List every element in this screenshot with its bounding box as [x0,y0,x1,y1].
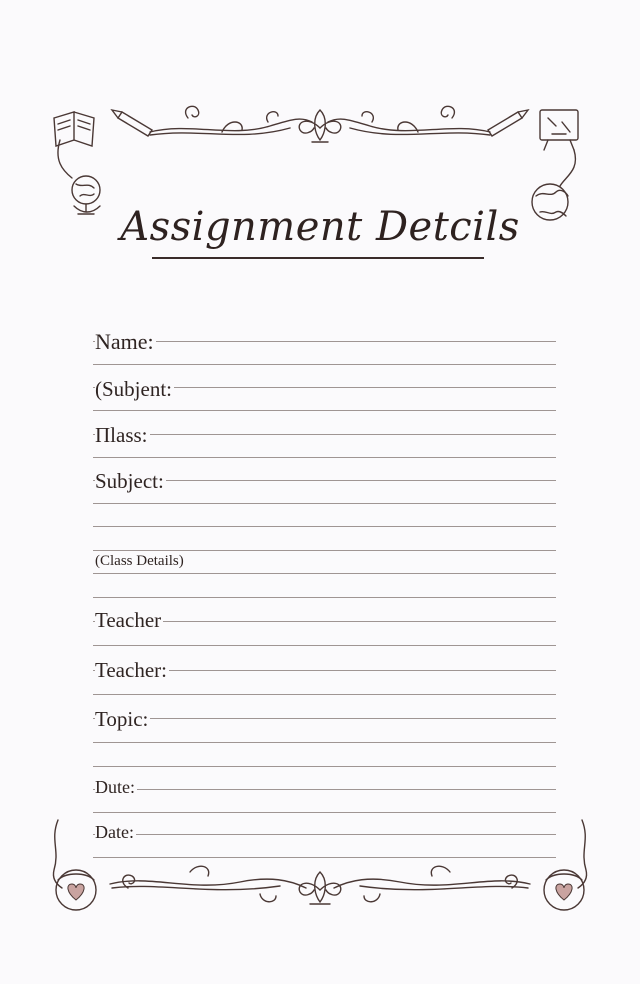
field-label-date: Date: [95,822,134,842]
ruled-line [93,341,556,342]
heart-badge-icon [56,870,96,910]
field-label-subject: Subject: [95,469,164,493]
ruled-line [93,457,556,458]
page-title: Assignment Detcils [120,204,520,250]
field-label-teacher-2: Teacher: [95,658,167,682]
field-label-name: Name: [95,329,154,354]
ruled-line [93,410,556,411]
field-label-dute: Dute: [95,777,135,797]
ruled-line [93,694,556,695]
ruled-line [93,834,556,835]
fleur-de-lis-ornament-icon [299,110,341,142]
open-book-icon [54,112,94,146]
easel-board-icon [540,110,578,186]
ruled-line [93,742,556,743]
ruled-line [93,766,556,767]
pencil-icon [488,110,528,136]
pencil-icon [112,110,152,136]
heart-badge-icon [544,870,584,910]
ruled-line [93,434,556,435]
globe-on-stand-icon [58,140,100,214]
field-label-topic: Topic: [95,707,149,731]
swirl-vine-ornament-icon [110,866,530,902]
ruled-line [93,526,556,527]
ruled-line [93,550,556,551]
field-label-subjent: (Subjent: [95,377,172,401]
ruled-line [93,573,556,574]
ruled-line [93,364,556,365]
ruled-line [93,812,556,813]
ruled-line [93,645,556,646]
ruled-line [93,503,556,504]
field-label-class-details: (Class Details) [95,553,184,569]
title-underline [152,257,484,259]
fleur-de-lis-ornament-icon [299,872,341,904]
ruled-line [93,597,556,598]
field-label-teacher: Teacher [95,608,162,632]
ruled-line [93,857,556,858]
ruled-line [93,718,556,719]
ruled-line [93,789,556,790]
swirl-vine-ornament-icon [150,106,490,135]
field-label-class: Πlass: [95,423,148,447]
